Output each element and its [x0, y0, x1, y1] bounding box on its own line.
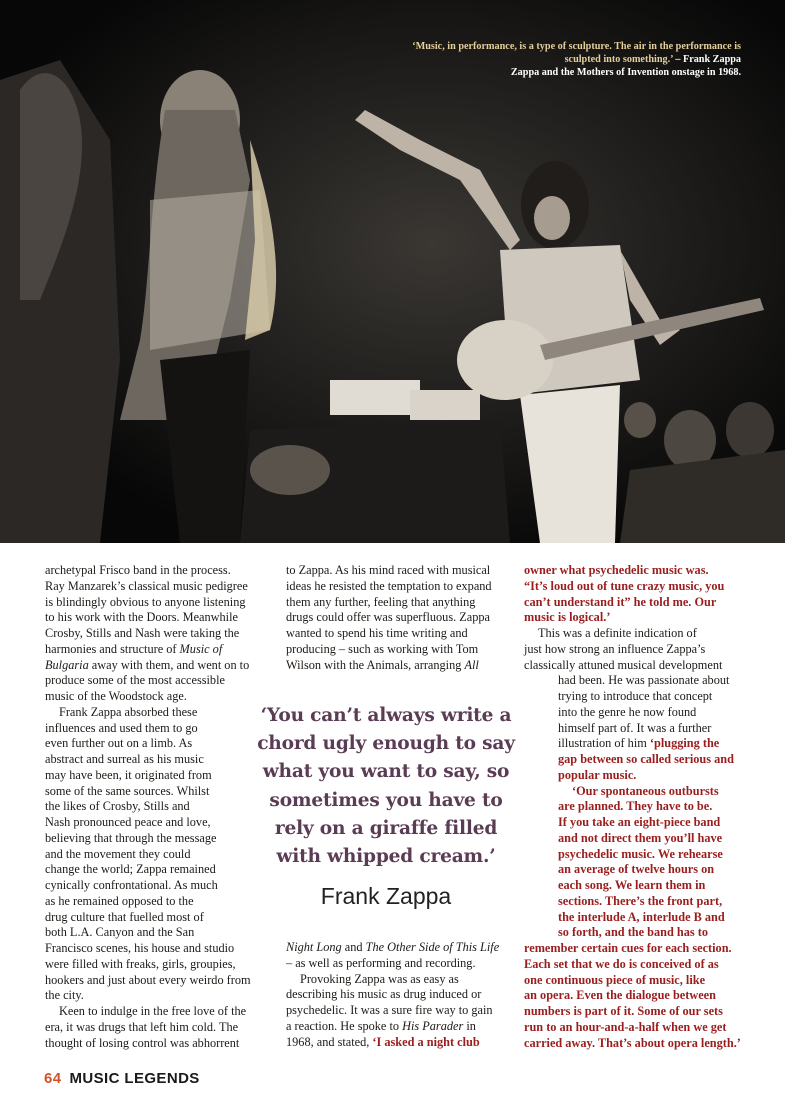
text-line: If you take an eight-piece band [558, 815, 721, 829]
text-line: both L.A. Canyon and the San [45, 925, 195, 940]
caption-subtitle: Zappa and the Mothers of Invention onstage in 1968. [510, 67, 741, 79]
text-line: Provoking Zappa was as easy as [300, 971, 459, 986]
text-line: music is logical.’ [524, 610, 611, 625]
text-line: wanted to spend his time writing and [286, 626, 468, 640]
text-line: one continuous piece of music, like [524, 972, 706, 987]
text-line: ‘Our spontaneous outbursts [572, 783, 719, 798]
text-line: as he remained opposed to the [45, 893, 194, 908]
text-fragment: illustration of him [558, 736, 650, 751]
text-line: even further out on a limb. As [45, 736, 193, 751]
paragraph [45, 563, 261, 705]
text-line [286, 658, 504, 674]
text-line: drug culture that fuelled most of [45, 909, 204, 924]
text-line [45, 658, 261, 674]
concert-photo-illustration [0, 0, 785, 543]
text-line: Frank Zappa absorbed these [59, 704, 198, 719]
page-footer [44, 1070, 200, 1087]
album-title: All [464, 657, 479, 672]
text-line: to his work with the Doors. Meanwhile [45, 610, 238, 625]
concert-photo [0, 0, 785, 543]
caption-quote: ‘Music, in performance, is a type of sculpture. The air in the performance is sculpted into something.’ [412, 41, 741, 66]
text-line [524, 736, 746, 752]
page-number: 64 [44, 1070, 62, 1087]
text-line: popular music. [558, 767, 637, 782]
text-line: and the movement they could [45, 846, 191, 861]
text-line: can’t understand it” he told me. Our [524, 594, 717, 609]
text-line: – as well as performing and recording. [286, 955, 476, 970]
text-fragment: Wilson with the Animals, arranging [286, 657, 465, 672]
text-line: the likes of Crosby, Stills and [45, 799, 190, 814]
text-fragment: away with them, and went on to [88, 657, 250, 672]
text-line: believing that through the message [45, 830, 217, 845]
body-column-1 [45, 563, 261, 1051]
paragraph [286, 972, 504, 1051]
text-line [286, 940, 504, 956]
text-line: into the genre he now found [558, 704, 697, 719]
album-title: Bulgaria [45, 657, 89, 672]
text-line: them any further, feeling that anything [286, 594, 476, 609]
text-line: psychedelic music. We rehearse [558, 846, 723, 861]
body-column-3 [524, 563, 746, 1051]
text-line: Ray Manzarek’s classical music pedigree [45, 578, 248, 593]
album-title: Music of [179, 641, 223, 656]
paragraph [524, 626, 746, 784]
text-line: run to an hour-and-a-half when we get [524, 1019, 727, 1034]
text-line: and not direct them you’ll have [558, 830, 723, 845]
pull-quote-text: ‘You can’t always write a chord ugly enough to say what you want to say, so sometimes you have to rely on a giraffe filled with whipped cream.’ [257, 705, 515, 868]
text-line: hookers and just about every weirdo from [45, 972, 251, 987]
text-line: Nash pronounced peace and love, [45, 815, 211, 829]
text-line: Crosby, Stills and Nash were taking the [45, 626, 240, 640]
text-line: drugs could offer was superfluous. Zappa [286, 610, 490, 625]
paragraph [286, 563, 504, 673]
text-line: influences and used them to go [45, 720, 198, 735]
caption-attribution: – Frank Zappa [672, 54, 741, 66]
body-column-2-bottom [286, 940, 504, 1050]
highlighted-quote [524, 563, 746, 626]
text-line: classically attuned musical development [524, 657, 723, 672]
text-line: Francisco scenes, his house and studio [45, 941, 235, 955]
paragraph [45, 1004, 261, 1051]
highlighted-quote: ‘I asked a night club [372, 1034, 480, 1049]
text-line: sections. There’s the front part, [558, 893, 723, 908]
paragraph [286, 940, 504, 972]
text-line: each song. We learn them in [558, 878, 706, 892]
text-line: era, it was drugs that left him cold. The [45, 1019, 239, 1034]
photo-caption [401, 40, 741, 80]
pull-quote [250, 702, 522, 910]
text-line [286, 1019, 504, 1035]
text-line: to Zappa. As his mind raced with musical [286, 563, 491, 577]
text-line: trying to introduce that concept [558, 689, 713, 703]
album-title: The Other Side of This Life [365, 940, 500, 954]
text-line: himself part of. It was a further [558, 720, 712, 735]
text-line: numbers is part of it. Some of our sets [524, 1004, 723, 1018]
paragraph [45, 705, 261, 1004]
text-line: is blindingly obvious to anyone listening [45, 594, 246, 609]
pull-quote-attribution: Frank Zappa [320, 883, 452, 910]
text-line: produce some of the most accessible [45, 673, 225, 688]
text-line: change the world; Zappa remained [45, 862, 216, 877]
text-line: so forth, and the band has to [558, 925, 708, 940]
text-line: cynically confrontational. As much [45, 878, 218, 892]
text-line: archetypal Frisco band in the process. [45, 563, 231, 577]
text-line: carried away. That’s about opera length.’ [524, 1035, 741, 1050]
text-line: owner what psychedelic music was. [524, 563, 709, 577]
text-line: just how strong an influence Zappa’s [524, 641, 706, 656]
text-line [45, 642, 261, 658]
text-fragment: in [463, 1018, 476, 1033]
text-line: abstract and surreal as his music [45, 752, 204, 766]
text-line: the city. [45, 988, 84, 1003]
text-fragment: harmonies and structure of [45, 641, 180, 656]
text-fragment: 1968, and stated, [286, 1034, 373, 1049]
highlighted-quote: ‘plugging the [649, 736, 720, 751]
magazine-title: His Parader [402, 1018, 464, 1033]
text-fragment: and [341, 940, 366, 954]
text-line: some of the same sources. Whilst [45, 783, 210, 798]
text-line: “It’s loud out of tune crazy music, you [524, 578, 725, 593]
text-line: ideas he resisted the temptation to expand [286, 578, 492, 593]
text-line: This was a definite indication of [538, 626, 697, 640]
text-line: psychedelic. It was a sure fire way to gain [286, 1003, 493, 1017]
text-line: are planned. They have to be. [558, 799, 713, 814]
text-line [286, 1035, 504, 1051]
text-line: producing – such as working with Tom [286, 641, 479, 656]
text-line: the interlude A, interlude B and [558, 909, 725, 924]
text-line: describing his music as drug induced or [286, 987, 482, 1002]
highlighted-quote [524, 784, 746, 1052]
text-line: Each set that we do is conceived of as [524, 956, 719, 971]
text-line: were filled with freaks, girls, groupies, [45, 956, 236, 971]
text-line: an opera. Even the dialogue between [524, 988, 716, 1003]
magazine-name: MUSIC LEGENDS [69, 1070, 200, 1087]
album-title: Night Long [286, 940, 342, 954]
text-line: remember certain cues for each section. [524, 941, 732, 955]
text-line: an average of twelve hours on [558, 862, 715, 877]
text-line: may have been, it originated from [45, 767, 212, 782]
text-line: had been. He was passionate about [558, 673, 730, 688]
text-line: Keen to indulge in the free love of the [59, 1004, 247, 1018]
text-line: music of the Woodstock age. [45, 689, 187, 703]
text-line: gap between so called serious and [558, 752, 734, 766]
text-fragment: a reaction. He spoke to [286, 1018, 403, 1033]
body-column-2-top [286, 563, 504, 673]
text-line: thought of losing control was abhorrent [45, 1035, 240, 1050]
